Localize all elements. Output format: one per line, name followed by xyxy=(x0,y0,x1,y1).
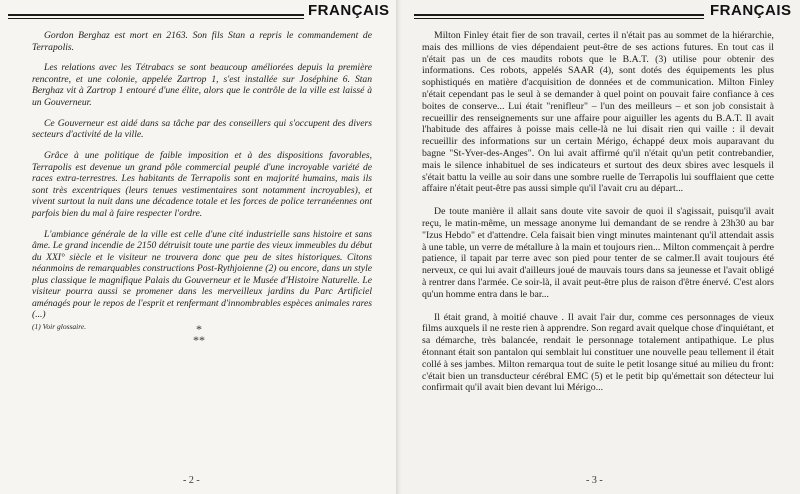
header-rule xyxy=(414,18,704,19)
paragraph: Il était grand, à moitié chauve . Il avait l'air dur, comme ces personnages de vieux films auxquels il ne reste rien à apprendre. Son regard avait quelque chose d'inquiétant, et sa démarche, très balancée, rendait le personnage totalement antipathique. Le plus étonnant était son pantalon qui semblait lui constituer une nouvelle peau tellement il était collé à ses jambes. Milton remarqua tout de suite le petit losange situé au milieu du front: c'était bien un transducteur cérébral EMC (5) et le petit bip qu'émettait son détecteur lui confirmait qu'il avait bien devant lui Mérigo... xyxy=(422,311,774,394)
paragraph: Ce Gouverneur est aidé dans sa tâche par des conseillers qui s'occupent des divers secteurs d'activité de la ville. xyxy=(32,117,372,141)
section-title: FRANÇAIS xyxy=(710,2,792,19)
right-header xyxy=(404,2,796,20)
left-header xyxy=(0,2,390,20)
footnote: (1) Voir glossaire. xyxy=(32,321,87,331)
page-number: - 3 - xyxy=(586,475,603,486)
paragraph: Gordon Berghaz est mort en 2163. Son fils Stan a repris le commandement de Terrapolis. xyxy=(32,30,372,53)
paragraph: Milton Finley était fier de son travail, certes il n'était pas au sommet de la hiérarchie, mais des millions de vies dépendaient peut-être de ses actions futures. En tout cas il n'était pas un de ces maudits robots que le B.A.T. (3) utilise pour obtenir des informations. Ces robots, appelés SAAR (4), sont dotés des équipements les plus sophistiqués en matière d'acquisition de données et de communication. Milton Finley n'était cependant pas le seul à se demander à quel point on pouvait faire confiance à ces boites de conserve... Lui était "renifleur" – l'un des meilleurs – et son job consistait à recueillir des renseignements sur une affaire pour aiguiller les agents du B.A.T. Il avait l'habitude des affaires à poisse mais celle-là ne lui disait rien qui vaille : il devait recueillir des informations sur un certain Mérigo, échappé deux mois auparavant du bagne "St-Yver-des-Anges". On lui avait affirmé qu'il n'était qu'un petit contrebandier, mais le silence inhabituel de ses indicateurs et surtout des deux sbires avec lesquels il s'était battu la veille au soir dans une sombre ruelle de Terrapolis lui soufflaient que cette affaire n'était peut-être pas aussi simple qu'il l'avait cru au départ... xyxy=(422,30,774,195)
header-rule xyxy=(8,14,304,16)
book-gutter xyxy=(396,0,402,494)
header-rule xyxy=(414,14,704,16)
section-title: FRANÇAIS xyxy=(308,2,390,19)
paragraph: L'ambiance générale de la ville est celle d'une cité industrielle sans histoire et sans âme. Le grand incendie de 2150 détruisit toute une partie des vieux immeubles du début du XXI° siècle et le visiteur ne trouvera donc que peu de sites historiques. Citons néanmoins de remarquables constructions Post-Rythjoienne (2) ou encore, dans un style plus classique le magnifique Palais du Gouverneur et le Musée d'Histoire Naturelle. Le visiteur pourra aussi se promener dans les merveilleux jardins du Parc Artificiel aménagés pour le repos de l'esprit et renfermant d'innombrables espèces animales rares (...) xyxy=(32,228,372,321)
left-page xyxy=(0,0,398,494)
separator-stars: ** xyxy=(193,333,205,347)
right-body-text xyxy=(422,30,774,394)
paragraph: Grâce à une politique de faible imposition et à des dispositions favorables, Terrapolis est devenue un grand pôle commercial peuplé d'une incroyable variété de races extra-terrestres. Les habitants de Terrapolis sont en majorité humains, mais ils sont très excentriques (leurs tenues vestimentaires sont notamment incroyables), et vivent surtout la nuit dans une décadence totale et les forces de police terranéennes ont parfois bien du mal à faire respecter l'ordre. xyxy=(32,150,372,219)
header-rule xyxy=(8,18,304,19)
left-body-text xyxy=(32,30,372,340)
page-number: - 2 - xyxy=(183,475,200,486)
right-page xyxy=(398,0,800,494)
paragraph: De toute manière il allait sans doute vite savoir de quoi il s'agissait, puisqu'il avait reçu, le matin-même, un message anonyme lui demandant de se rendre à 23h30 au bar "Izus Hebdo" et d'attendre. Cela faisait bien vingt minutes maintenant qu'il attendait assis à une table, un verre de métallure à la main et toujours rien... Milton commençait à perdre patience, il tapait par terre avec son pied pour tenter de se calmer.Il avait toujours été nerveux, ce qui lui avait d'ailleurs joué de mauvais tours dans sa jeunesse et l'avait obligé à rentrer dans l'armée. Ce soir-là, il avait peut-être plus de raison d'être énervé. C'est alors qu'un homme entra dans le bar... xyxy=(422,206,775,300)
section-separator-stars xyxy=(193,324,205,346)
separator-star: * xyxy=(196,322,202,336)
paragraph: Les relations avec les Tétrabacs se sont beaucoup améliorées depuis la première rencontre, et une colonie, appelée Zartrop 1, s'est installée sur Joséphine 6. Stan Berghaz vit à Zartrop 1 entouré d'une élite, alors que le contrôle de la ville est laissé à un Gouverneur. xyxy=(32,62,372,108)
